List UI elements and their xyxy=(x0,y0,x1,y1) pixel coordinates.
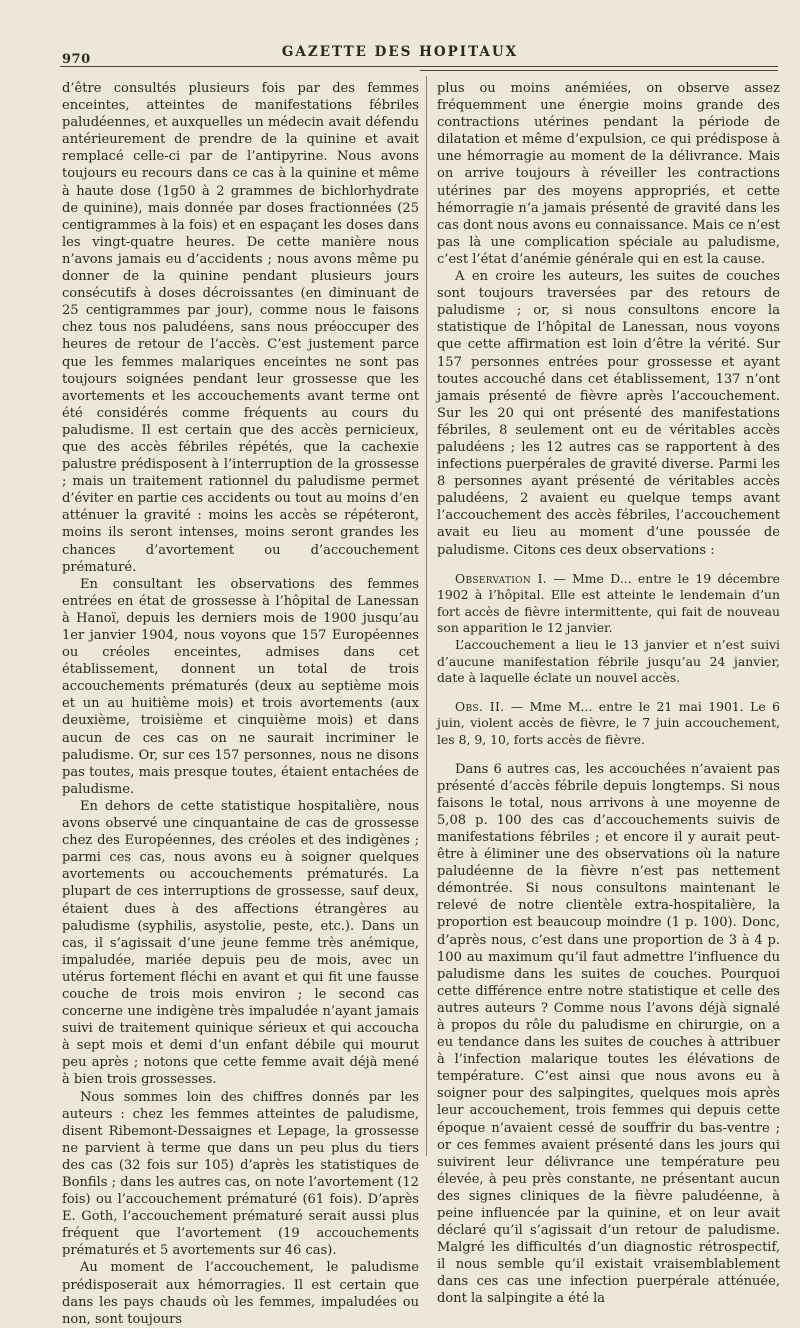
page-number: 970 xyxy=(62,52,91,67)
observation-2 xyxy=(437,699,780,749)
observation-1-continued: L’accouchement a lieu le 13 janvier et n’est suivi d’aucune manifestation fébrile jusqu’au 24 janvier, date à laquelle éclate un nouvel accès. xyxy=(437,637,780,686)
header-rule xyxy=(60,66,778,67)
right-column xyxy=(437,80,780,1308)
header-rule-secondary xyxy=(420,70,778,71)
observation-heading: Observation I. xyxy=(455,570,548,586)
observation-text: — Mme D... entre le 19 décembre 1902 à l’hôpital. Elle est atteinte le lendemain d’un fort accès de fièvre intermittente, qui fait de nouveau son apparition le 12 janvier. xyxy=(437,570,780,636)
paragraph: d’être consultés plusieurs fois par des femmes enceintes, atteintes de manifestations fébriles paludéennes, et auxquelles un médecin avait défendu antérieurement de prendre de la quinine et avait remplacé celle-ci par de l’antipyrine. Nous avons toujours eu recours dans ce cas à la quinine et même à haute dose (1g50 à 2 grammes de bichlorhydrate de quinine), mais donnée par doses fractionnées (25 centigrammes à la fois) et en espaçant les doses dans les vingt-quatre heures. De cette manière nous n’avons jamais eu d’accidents ; nous avons même pu donner de la quinine pendant plusieurs jours consécutifs à doses décroissantes (en diminuant de 25 centigrammes par jour), comme nous le faisons chez tous nos paludéens, sans nous préoccuper des heures de retour de l’accès. C’est justement parce que les femmes malariques enceintes ne sont pas toujours soignées pendant leur grossesse que les avortements et les accouchements avant terme ont été considérés comme fréquents au cours du paludisme. Il est certain que des accès pernicieux, que des accès fébriles répétés, que la cachexie palustre prédisposent à l’interruption de la grossesse ; mais un traitement rationnel du paludisme permet d’éviter en partie ces accidents ou tout au moins d’en atténuer la gravité : moins les accès se répéteront, moins ils seront intenses, moins seront grandes les chances d’avortement ou d’accouchement prématuré. xyxy=(62,81,419,575)
left-column xyxy=(62,80,419,1328)
paragraph: plus ou moins anémiées, on observe assez fréquemment une énergie moins grande des contractions utérines pendant la période de dilatation et même d’expulsion, ce qui prédispose à une hémorragie au moment de la délivrance. Mais on arrive toujours à réveiller les contractions utérines par des moyens appropriés, et cette hémorragie n’a jamais présenté de gravité dans les cas dont nous avons eu connaissance. Mais ce n’est pas là une complication spéciale au paludisme, c’est l’état d’anémie générale qui en est la cause. xyxy=(437,81,780,267)
paragraph: En consultant les observations des femmes entrées en état de grossesse à l’hôpital de Lanessan à Hanoï, depuis les derniers mois de 1900 jusqu’au 1er janvier 1904, nous voyons que 157 Européennes ou créoles enceintes, admises dans cet établissement, donnent un total de trois accouchements prématurés (deux au septième mois et un au huitième mois) et trois avortements (aux deuxième, troisième et cinquième mois) et dans aucun de ces cas on ne saurait incriminer le paludisme. Or, sur ces 157 personnes, nous ne disons pas toutes, mais presque toutes, étaient entachées de paludisme. xyxy=(62,576,419,797)
observation-1 xyxy=(437,571,780,637)
observation-heading: Obs. II. xyxy=(455,698,505,714)
paragraph: Au moment de l’accouchement, le paludisme prédisposerait aux hémorragies. Il est certain que dans les pays chauds où les femmes, impaludées ou non, sont toujours xyxy=(62,1260,419,1327)
paragraph: Dans 6 autres cas, les accouchées n’avaient pas présenté d’accès fébrile depuis longtemps. Si nous faisons le total, nous arrivons à une moyenne de 5,08 p. 100 des cas d’accouchements suivis de manifestations fébriles ; et encore il y aurait peut-être à éliminer une des observations où la nature paludéenne de la fièvre n’est pas nettement démontrée. Si nous consultons maintenant le relevé de notre clientèle extra-hospitalière, la proportion est beaucoup moindre (1 p. 100). Donc, d’après nous, c’est dans une proportion de 3 à 4 p. 100 au maximum qu’il faut admettre l’influence du paludisme dans les suites de couches. Pourquoi cette différence entre notre statistique et celle des autres auteurs ? Comme nous l’avons déjà signalé à propos du rôle du paludisme en chirurgie, on a eu tendance dans les suites de couches à attribuer à l’infection malarique toutes les élévations de température. C’est ainsi que nous avons eu à soigner pour des salpingites, quelques mois après leur accouchement, trois femmes qui depuis cette époque n’avaient cessé de souffrir du bas-ventre ; or ces femmes avaient présenté dans les jours qui suivirent leur délivrance une température peu élevée, à peu près constante, ne présentant aucun des signes cliniques de la fièvre paludéenne, à peine influencée par la quinine, et on leur avait déclaré qu’il s’agissait d’un retour de paludisme. Malgré les difficultés d’un diagnostic rétrospectif, il nous semble qu’il existait vraisemblablement dans ces cas une infection puerpérale atténuée, dont la salpingite a été la xyxy=(437,761,780,1307)
running-title: GAZETTE DES HOPITAUX xyxy=(281,44,519,60)
observation-text: — Mme M... entre le 21 mai 1901. Le 6 juin, violent accès de fièvre, le 7 juin accouchement, les 8, 9, 10, forts accès de fièvre. xyxy=(437,698,780,747)
paragraph: Nous sommes loin des chiffres donnés par les auteurs : chez les femmes atteintes de paludisme, disent Ribemont-Dessaignes et Lepage, la grossesse ne parvient à terme que dans un peu plus du tiers des cas (32 fois sur 105) d’après les statistiques de Bonfils ; dans les autres cas, on note l’avortement (12 fois) ou l’accouchement prématuré (61 fois). D’après E. Goth, l’accouchement prématuré serait aussi plus fréquent que l’avortement (19 accouchements prématurés et 5 avortements sur 46 cas). xyxy=(62,1089,419,1259)
paragraph: En dehors de cette statistique hospitalière, nous avons observé une cinquantaine de cas de grossesse chez des Européennes, des créoles et des indigènes ; parmi ces cas, nous avons eu à soigner quelques avortements ou accouchements prématurés. La plupart de ces interruptions de grossesse, sauf deux, étaient dues à des affections étrangères au paludisme (syphilis, asystolie, peste, etc.). Dans un cas, il s’agissait d’une jeune femme très anémique, impaludée, mariée depuis peu de mois, avec un utérus fortement fléchi en avant et qui fit une fausse couche de trois mois environ ; le second cas concerne une indigène très impaludée n’ayant jamais suivi de traitement quinique sérieux et qui accoucha à sept mois et demi d’un enfant débile qui mourut peu après ; notons que cette femme avait déjà mené à bien trois grossesses. xyxy=(62,798,419,1088)
paragraph: A en croire les auteurs, les suites de couches sont toujours traversées par des retours de paludisme ; or, si nous consultons encore la statistique de l’hôpital de Lanessan, nous voyons que cette affirmation est loin d’être la vérité. Sur 157 personnes entrées pour grossesse et ayant toutes accouché dans cet établissement, 137 n’ont jamais présenté de fièvre après l’accouchement. Sur les 20 qui ont présenté des manifestations fébriles, 8 seulement ont eu de véritables accès paludéens ; les 12 autres cas se rapportent à des infections puerpérales de gravité diverse. Parmi les 8 personnes ayant présenté de véritables accès paludéens, 2 avaient eu quelque temps avant l’accouchement des accès fébriles, l’accouchement avait eu lieu au moment d’une poussée de paludisme. Citons ces deux observations : xyxy=(437,269,780,558)
column-divider xyxy=(426,76,427,1156)
